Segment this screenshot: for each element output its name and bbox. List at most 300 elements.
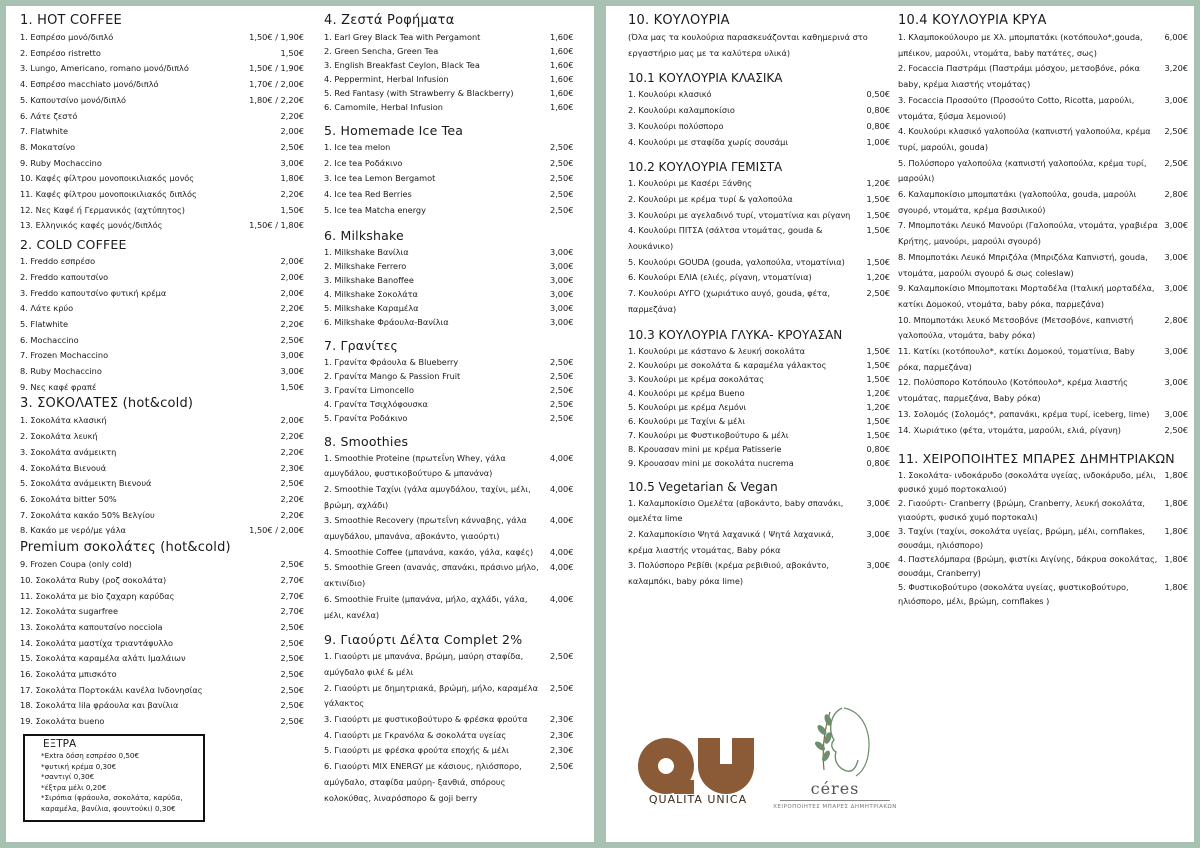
menu-item	[898, 407, 1188, 423]
menu-item-price: 1,50€ / 1,90€	[249, 63, 304, 74]
menu-item-name: 5. Καπουτσίνο μονό/διπλό	[20, 94, 127, 105]
menu-item	[324, 203, 594, 219]
menu-item-price: 1,60€	[550, 32, 574, 42]
menu-item-price: 2,30€	[550, 714, 574, 725]
menu-item-price: 2,50€	[280, 141, 304, 152]
menu-item-name: 2. Εσπρέσο ristretto	[20, 47, 101, 58]
menu-item-name: 9. Ruby Mochaccino	[20, 157, 102, 168]
section-title-hot-coffee: 1. HOT COFFEE	[20, 13, 122, 28]
column-koulouria	[628, 10, 890, 590]
menu-item-price: 2,20€	[280, 318, 304, 329]
menu-item-name: 2. Κουλούρι με κρέμα τυρί & γαλοπούλα	[628, 193, 793, 204]
menu-item	[628, 255, 890, 271]
menu-item-name: 3. Freddo καπουτσίνο φυτική κρέμα	[20, 287, 167, 298]
menu-item-name: 19. Σοκολάτα bueno	[20, 716, 105, 727]
menu-item-price: 3,00€	[550, 246, 574, 257]
menu-item-name: 9. Νες καφέ φραπέ	[20, 381, 97, 392]
column-drinks	[324, 10, 594, 806]
menu-item	[324, 649, 594, 680]
menu-item-name: 5. Smoothie Green (ανανάς, σπανάκι, πράσινο μήλο, ακτινίδιο)	[324, 562, 539, 589]
menu-item-name: 6. Smoothie Fruite (μπανάνα, μήλο, αχλάδι, γάλα, μέλι, κανέλα)	[324, 593, 528, 620]
menu-item-price: 3,00€	[1164, 220, 1188, 231]
menu-item-name: 1. Σοκολάτα- ινδοκάρυδο (σοκολάτα υγείας, ινδοκάρυδο, μέλι, φυσικό χυμό πορτοκαλιού)	[898, 470, 1156, 495]
premium-chocolates-list	[20, 557, 304, 730]
menu-item	[20, 636, 304, 652]
menu-item-name: 3. Milkshake Banoffee	[324, 274, 414, 285]
menu-item-name: 4. Milkshake Σοκολάτα	[324, 288, 418, 299]
menu-item-name: 11. Σοκολάτα με bio ζαχαρη καρύδας	[20, 590, 175, 601]
menu-item	[898, 580, 1188, 608]
menu-item	[628, 286, 890, 317]
menu-item	[20, 589, 304, 605]
menu-item	[324, 355, 594, 369]
menu-item-price: 1,20€	[866, 272, 890, 283]
menu-item-price: 2,70€	[280, 606, 304, 617]
ceres-text: céres	[810, 779, 860, 798]
menu-item-name: 7. Σοκολάτα κακάο 50% Βελγίου	[20, 509, 155, 520]
menu-item	[324, 287, 594, 301]
menu-item-name: 2. Focaccia Παστράμι (Παστράμι μόσχου, μετσοβόνε, ρόκα baby, κρέμα λιαστής ντομάτας)	[898, 63, 1140, 90]
menu-item-name: 4. Σοκολάτα Βιενουά	[20, 462, 107, 473]
menu-item-price: 1,50€	[866, 256, 890, 267]
menu-item	[324, 140, 594, 156]
extra-line: *Extra δόση εσπρέσο 0,50€	[41, 751, 140, 760]
menu-item	[628, 208, 890, 224]
menu-item	[20, 714, 304, 730]
logo-q-hole	[658, 758, 674, 774]
menu-item-price: 1,20€	[866, 401, 890, 412]
extra-line: *Σιρόπια (φράουλα, σοκολάτα, καρύδα,	[41, 793, 183, 802]
menu-item	[20, 109, 304, 125]
menu-item	[898, 281, 1188, 312]
menu-item	[628, 223, 890, 254]
menu-item-name: 3. Lungo, Americano, romano μονό/διπλό	[20, 63, 189, 74]
menu-item-price: 2,50€	[280, 637, 304, 648]
menu-item	[898, 250, 1188, 281]
menu-item-price: 2,50€	[550, 682, 574, 693]
menu-item-name: 1. Κουλούρι με κάστανο & λευκή σοκολάτα	[628, 345, 806, 356]
vegan-list	[628, 496, 890, 590]
menu-item-price: 3,00€	[280, 157, 304, 168]
menu-item-name: 7. Κουλούρι ΑΥΓΟ (χωριάτικο αυγό, gouda, φέτα, παρμεζάνα)	[628, 288, 830, 314]
menu-item-name: 4. Smoothie Coffee (μπανάνα, κακάο, γάλα, καφές)	[324, 546, 534, 557]
extra-line: καραμέλα, βανίλια, φουντούκι) 0,30€	[41, 803, 176, 813]
menu-item-price: 2,50€	[550, 189, 574, 200]
menu-item-name: 3. Πολύσπορο Ρεβίθι (κρέμα ρεβιθιού, αβοκάντο, καλαμπόκι, baby ρόκα lime)	[628, 560, 830, 587]
menu-item-price: 3,00€	[866, 528, 890, 539]
menu-item	[628, 192, 890, 208]
menu-item-name: 7. Flatwhite	[20, 126, 69, 137]
menu-item-name: 3. Κουλούρι με αγελαδινό τυρί, ντοματίνια και ρίγανη	[628, 209, 851, 220]
menu-item-price: 2,50€	[550, 173, 574, 184]
menu-item	[324, 171, 594, 187]
section-title-classic: 10.1 ΚΟΥΛΟΥΡΙΑ ΚΛΑΣΙΚΑ	[628, 71, 783, 86]
menu-item	[20, 380, 304, 396]
menu-item-price: 3,00€	[550, 274, 574, 285]
ice-tea-list	[324, 140, 594, 219]
menu-item-price: 3,00€	[1164, 283, 1188, 294]
menu-item-name: 8. Κακάο με νερό/με γάλα	[20, 525, 126, 536]
menu-item-name: 6. Λάτε ζεστό	[20, 110, 78, 121]
menu-item-price: 1,50€	[866, 429, 890, 440]
menu-item	[20, 301, 304, 317]
menu-item-price: 2,70€	[280, 590, 304, 601]
menu-item	[628, 527, 890, 558]
menu-item-name: 2. Γρανίτα Mango & Passion Fruit	[324, 370, 461, 381]
menu-item	[324, 245, 594, 259]
menu-item	[898, 187, 1188, 218]
menu-item-name: 17. Σοκολάτα Πορτοκάλι κανέλα Ινδονησίας	[20, 684, 203, 695]
section-title-premium-chocolates: Premium σοκολάτες (hot&cold)	[20, 540, 231, 556]
menu-item-name: 15. Σοκολάτα καραμέλα αλάτι Ιμαλάιων	[20, 653, 186, 664]
menu-item	[324, 301, 594, 315]
menu-item-price: 2,30€	[550, 745, 574, 756]
menu-item-price: 2,50€	[1164, 126, 1188, 137]
menu-item-name: 4. Λάτε κρύο	[20, 303, 74, 314]
smoothies-list	[324, 451, 594, 624]
section-title-koulouria: 10. ΚΟΥΛΟΥΡΙΑ	[628, 13, 730, 28]
menu-item-name: 5. Κουλούρι GOUDA (gouda, γαλοπούλα, ντοματίνια)	[628, 256, 845, 267]
menu-item	[628, 344, 890, 358]
menu-item	[898, 552, 1188, 580]
menu-item-price: 1,00€	[866, 136, 890, 147]
menu-item-name: 2. Κουλούρι με σοκολάτα & καραμέλα γάλακτος	[628, 359, 827, 370]
section-title-yogurt: 9. Γιαούρτι Δέλτα Complet 2%	[324, 632, 523, 648]
menu-item-price: 2,50€	[280, 653, 304, 664]
menu-item-name: 6. Milkshake Φράουλα-Βανίλια	[324, 316, 449, 327]
menu-item	[324, 259, 594, 273]
menu-item-price: 3,00€	[1164, 408, 1188, 419]
menu-item-price: 1,20€	[866, 387, 890, 398]
menu-item-name: 9. Καλαμποκίσιο Μπομποτακι Μορταδέλα (Ιταλική μορταδέλα, κατίκι Δομοκού, ντομάτα, baby ρόκα, παρμεζάνα)	[898, 283, 1155, 309]
menu-item-name: 1. Κουλούρι κλασικό	[628, 89, 712, 100]
menu-item-price: 1,80€	[1164, 498, 1188, 509]
menu-item-price: 3,00€	[1164, 346, 1188, 357]
menu-item-price: 1,80€ / 2,20€	[249, 94, 304, 105]
menu-item-name: 4. Γρανίτα Τσιχλόφουσκα	[324, 398, 428, 409]
menu-item	[628, 358, 890, 372]
menu-item-price: 2,50€	[550, 370, 574, 381]
menu-item	[20, 270, 304, 286]
menu-item-price: 2,50€	[280, 669, 304, 680]
menu-item-price: 0,80€	[866, 120, 890, 131]
menu-item-price: 0,80€	[866, 105, 890, 116]
menu-item-price: 2,20€	[280, 303, 304, 314]
menu-item	[324, 30, 594, 44]
face-profile	[831, 708, 858, 771]
menu-item	[898, 313, 1188, 344]
menu-item-name: 1. Smoothie Proteine (πρωτεΐνη Whey, γάλα αμυγδάλου, φυστικοβούτυρο & μπανάνα)	[324, 452, 506, 479]
menu-item-name: 12. Πολύσπορο Κοτόπουλο (Κοτόπουλο*, κρέμα λιαστής ντομάτας, παρμεζάνα, Baby ρόκα)	[898, 377, 1128, 404]
menu-item-price: 2,50€	[280, 478, 304, 489]
menu-item	[628, 442, 890, 456]
menu-item	[20, 218, 304, 234]
menu-item-name: 7. Κουλούρι με Φυστικοβούτυρο & μέλι	[628, 429, 789, 440]
menu-item	[898, 61, 1188, 92]
menu-item-price: 1,50€	[866, 345, 890, 356]
menu-item-price: 2,20€	[280, 446, 304, 457]
menu-item-name: 5. Ice tea Matcha energy	[324, 204, 426, 215]
menu-item	[324, 712, 594, 728]
menu-item	[20, 413, 304, 429]
sweet-koulouria-list	[628, 344, 890, 470]
menu-item-price: 3,00€	[280, 350, 304, 361]
menu-item-name: 3. Γρανίτα Limoncello	[324, 384, 414, 395]
menu-item-price: 2,00€	[280, 287, 304, 298]
menu-item	[324, 44, 594, 58]
menu-item-name: 5. Milkshake Καραμέλα	[324, 302, 419, 313]
menu-item	[628, 103, 890, 119]
menu-item	[324, 411, 594, 425]
leaf	[820, 749, 831, 762]
menu-item-name: 16. Σοκολάτα μπισκότο	[20, 669, 117, 680]
menu-item	[324, 560, 594, 591]
menu-item-name: 3. Κουλούρι πολύσπορο	[628, 120, 724, 131]
menu-item	[20, 187, 304, 203]
menu-item-name: 4. Peppermint, Herbal Infusion	[324, 74, 449, 84]
menu-item-price: 3,20€	[1164, 63, 1188, 74]
column-coffee	[20, 10, 304, 730]
menu-item-price: 3,00€	[280, 366, 304, 377]
menu-item-price: 0,80€	[866, 443, 890, 454]
menu-item-price: 1,50€ / 1,90€	[249, 32, 304, 42]
menu-item	[898, 30, 1188, 61]
menu-item-price: 1,50€	[280, 381, 304, 392]
menu-item-name: 6. Κουλούρι ΕΛΙΑ (ελιές, ρίγανη, ντοματίνια)	[628, 272, 812, 283]
menu-item-price: 2,20€	[280, 189, 304, 200]
menu-item	[20, 61, 304, 77]
menu-item-name: 5. Κουλούρι με κρέμα Λεμόνι	[628, 401, 747, 412]
menu-item-name: 10. Καφές φίλτρου μονοποικιλιακός μονός	[20, 173, 195, 184]
menu-item	[20, 557, 304, 573]
menu-item	[324, 156, 594, 172]
menu-item-price: 2,80€	[1164, 189, 1188, 200]
section-title-hot-drinks: 4. Ζεστά Ροφήματα	[324, 13, 455, 28]
menu-item	[324, 545, 594, 561]
menu-item	[20, 651, 304, 667]
menu-item-price: 2,50€	[550, 142, 574, 152]
cereal-bars-list	[898, 468, 1188, 608]
menu-item	[20, 620, 304, 636]
menu-item	[20, 124, 304, 140]
menu-item-price: 0,50€	[866, 89, 890, 100]
menu-item-name: 6. Camomile, Herbal Infusion	[324, 102, 443, 112]
menu-item-name: 3. Focaccia Προσούτο (Προσούτο Cotto, Ricotta, μαρούλι, ντομάτα, ξύσμα λεμονιού)	[898, 94, 1135, 121]
column-cold-koulouria	[898, 10, 1188, 608]
menu-item-name: 8. Μοκατσίνο	[20, 141, 76, 152]
menu-item-price: 2,20€	[280, 493, 304, 504]
menu-item	[324, 759, 594, 806]
menu-item-price: 1,50€	[866, 373, 890, 384]
section-title-cold-coffee: 2. COLD COFFEE	[20, 237, 127, 253]
menu-item	[324, 728, 594, 744]
menu-item-name: 9. Κρουασαν mini με σοκολάτα nucrema	[628, 457, 794, 468]
extra-line: *έξτρα μέλι 0,20€	[41, 782, 107, 792]
menu-item-name: 4. Γιαούρτι με Γκρανόλα & σοκολάτα υγείας	[324, 729, 507, 740]
menu-item	[628, 428, 890, 442]
menu-item	[628, 135, 890, 151]
menu-item-price: 1,80€	[1164, 554, 1188, 565]
menu-item-name: 6. Γιαούρτι MIX ENERGY με κάσιους, ηλιόσπορο, αμύγδαλο, σταφίδα μαύρη- ξανθιά, σπόρους κολοκύθας, λιναρόσπορο & goji berry	[324, 761, 522, 803]
menu-item	[20, 364, 304, 380]
menu-item	[20, 93, 304, 109]
menu-item-name: 5. Πολύσπορο γαλοπούλα (καπνιστή γαλοπούλα, κρέμα τυρί, μαρούλι)	[898, 157, 1147, 184]
menu-item-price: 1,50€	[280, 47, 304, 58]
menu-item-name: 11. Καφές φίλτρου μονοποικιλιακός διπλός	[20, 189, 197, 200]
menu-item	[20, 523, 304, 539]
menu-item-price: 6,00€	[1164, 32, 1188, 42]
menu-item-price: 1,50€	[866, 209, 890, 220]
menu-item	[20, 171, 304, 187]
menu-item	[20, 203, 304, 219]
menu-item-price: 2,50€	[280, 716, 304, 727]
menu-item	[20, 461, 304, 477]
menu-item-name: 4. Κουλούρι με κρέμα Bueno	[628, 387, 745, 398]
menu-item-price: 2,50€	[280, 621, 304, 632]
menu-item-price: 2,50€	[866, 288, 890, 299]
section-title-ice-tea: 5. Homemade Ice Tea	[324, 123, 464, 138]
menu-item-name: 2. Green Sencha, Green Tea	[324, 46, 439, 56]
menu-item-price: 2,00€	[280, 271, 304, 282]
menu-item	[20, 604, 304, 620]
menu-item-name: 1. Κουλούρι με Κασέρι Ξάνθης	[628, 178, 753, 189]
menu-item	[324, 187, 594, 203]
menu-item-name: 8. Ruby Mochaccino	[20, 366, 102, 377]
menu-item-price: 1,50€	[866, 225, 890, 236]
menu-item	[898, 93, 1188, 124]
menu-item	[20, 286, 304, 302]
classic-koulouria-list	[628, 87, 890, 150]
menu-item-price: 2,50€	[280, 334, 304, 345]
extras-box	[23, 734, 205, 822]
menu-item-name: 3. Σοκολάτα ανάμεικτη	[20, 446, 117, 457]
section-title-filled: 10.2 ΚΟΥΛΟΥΡΙΑ ΓΕΜΙΣΤΑ	[628, 160, 783, 175]
menu-item-name: 1. Milkshake Βανίλια	[324, 246, 409, 257]
leaf	[813, 740, 826, 752]
menu-item-name: 2. Γιαούρτι- Cranberry (βρώμη, Cranberry, λευκή σοκολάτα, γιαούρτι, φυσικό χυμό πορτοκαλι)	[898, 498, 1145, 523]
cold-coffee-list	[20, 254, 304, 395]
menu-item	[628, 119, 890, 135]
page-fold	[594, 0, 606, 848]
menu-item	[324, 58, 594, 72]
menu-item	[628, 496, 890, 527]
menu-item-price: 2,50€	[550, 398, 574, 409]
menu-item	[20, 317, 304, 333]
menu-item	[20, 348, 304, 364]
menu-item	[324, 273, 594, 287]
section-title-milkshake: 6. Milkshake	[324, 227, 404, 243]
menu-item	[628, 456, 890, 470]
menu-item-name: 6. Καλαμποκίσιο μπομπατάκι (γαλοπούλα, gouda, μαρούλι σγουρό, ντομάτα, κρέμα βασιλικού)	[898, 189, 1137, 215]
menu-item-name: 7. Μπομποτάκι Λευκό Μανούρι (Γαλοπούλα, ντομάτα, γραβιέρα Κρήτης, μανούρι, μαρούλι σγουρό)	[898, 220, 1158, 247]
menu-item-price: 1,60€	[550, 46, 574, 56]
menu-item-price: 2,50€	[550, 204, 574, 215]
menu-item-name: 4. Κουλούρι με σταφίδα χωρίς σουσάμι	[628, 136, 789, 147]
menu-item-name: 12. Σοκολάτα sugarfree	[20, 606, 118, 617]
menu-item	[628, 558, 890, 589]
menu-item-name: 1. Σοκολάτα κλασική	[20, 415, 107, 426]
menu-item-name: 4. Εσπρέσο macchiato μονό/διπλό	[20, 79, 159, 90]
section-title-cold-koulouria: 10.4 ΚΟΥΛΟΥΡΙΑ ΚΡΥΑ	[898, 13, 1047, 28]
menu-item-price: 1,80€	[1164, 526, 1188, 537]
menu-item	[324, 397, 594, 411]
menu-item-price: 2,50€	[280, 684, 304, 695]
menu-item-name: 3. Ice tea Lemon Bergamot	[324, 173, 436, 184]
menu-item-price: 2,00€	[280, 126, 304, 137]
menu-item-name: 5. Flatwhite	[20, 318, 69, 329]
chocolates-list	[20, 413, 304, 539]
menu-item	[20, 476, 304, 492]
menu-item-price: 1,70€ / 2,00€	[249, 79, 304, 90]
menu-item-name: 2. Γιαούρτι με δημητριακά, βρώμη, μήλο, καραμέλα γάλακτος	[324, 682, 538, 709]
menu-item	[324, 100, 594, 114]
menu-item-name: 2. Καλαμποκίσιο Ψητά λαχανικά ( Ψητά λαχανικά, κρέμα λιαστής ντομάτας, Baby ρόκα	[628, 528, 834, 555]
logo-q-tail	[674, 780, 694, 794]
menu-item-price: 3,00€	[1164, 377, 1188, 388]
menu-item	[20, 156, 304, 172]
menu-item-name: 10. Μπομποτάκι λευκό Μετσοβόνε (Μετσοβόνε, καπνιστή γαλοπούλα, ντομάτα, baby ρόκα)	[898, 314, 1134, 341]
menu-item	[20, 508, 304, 524]
menu-item-price: 4,00€	[550, 546, 574, 557]
menu-item-name: 5. Red Fantasy (with Strawberry & Blackberry)	[324, 88, 514, 98]
menu-item-name: 6. Κουλούρι με Ταχίνι & μέλι	[628, 415, 746, 426]
menu-item	[898, 124, 1188, 155]
menu-item-price: 2,50€	[550, 412, 574, 423]
menu-item-name: 13. Σολομός (Σολομός*, ραπανάκι, κρέμα τυρί, iceberg, lime)	[898, 408, 1150, 419]
milkshake-list	[324, 245, 594, 329]
menu-item-name: 5. Σοκολάτα ανάμεικτη Βιενουά	[20, 478, 152, 489]
menu-item-price: 2,50€	[1164, 157, 1188, 168]
menu-item-price: 1,80€	[280, 173, 304, 184]
menu-item-price: 1,60€	[550, 102, 574, 112]
menu-item	[898, 524, 1188, 552]
section-title-chocolates: 3. ΣΟΚΟΛΑΤΕΣ (hot&cold)	[20, 396, 194, 412]
menu-item	[898, 344, 1188, 375]
menu-item-name: 2. Milkshake Ferrero	[324, 260, 407, 271]
menu-item	[628, 386, 890, 400]
menu-item-price: 2,50€	[550, 356, 574, 367]
menu-item-name: 7. Frozen Mochaccino	[20, 350, 109, 361]
menu-item-name: 10. Σοκολάτα Ruby (ροζ σοκολάτα)	[20, 574, 167, 585]
menu-item-price: 2,50€	[280, 559, 304, 570]
menu-item-name: 4. Παστελόμπαρα (βρώμη, φιστίκι Αιγίνης, δάκρυα σοκολάτας, σουσάμι, Cranberry)	[898, 554, 1158, 579]
menu-item	[20, 254, 304, 270]
menu-item-price: 2,50€	[550, 761, 574, 772]
qualita-unica-text: QUALITA UNICA	[648, 793, 748, 806]
menu-item	[20, 667, 304, 683]
menu-item-name: 1. Γρανίτα Φράουλα & Blueberry	[324, 356, 459, 367]
menu-item-price: 3,00€	[550, 302, 574, 313]
menu-item	[628, 270, 890, 286]
menu-item-price: 3,00€	[1164, 251, 1188, 262]
menu-item	[20, 492, 304, 508]
menu-item	[324, 482, 594, 513]
menu-item	[898, 218, 1188, 249]
menu-item-name: 6. Σοκολάτα bitter 50%	[20, 493, 117, 504]
menu-item-name: 4. Ice tea Red Berries	[324, 189, 412, 200]
menu-item	[628, 372, 890, 386]
menu-item	[324, 743, 594, 759]
menu-item-name: 2. Smoothie Ταχίνι (γάλα αμυγδάλου, ταχίνι, μέλι, βρώμη, αχλάδι)	[324, 483, 531, 510]
granites-list	[324, 355, 594, 425]
menu-item-price: 2,50€	[550, 651, 574, 662]
section-title-sweet: 10.3 ΚΟΥΛΟΥΡΙΑ ΓΛΥΚΑ- ΚΡΟΥΑΣΑΝ	[628, 327, 843, 342]
menu-item	[20, 46, 304, 62]
menu-item-price: 2,50€	[550, 384, 574, 395]
menu-item	[628, 87, 890, 103]
menu-item	[20, 77, 304, 93]
menu-item-name: 2. Freddo καπουτσίνο	[20, 271, 109, 282]
